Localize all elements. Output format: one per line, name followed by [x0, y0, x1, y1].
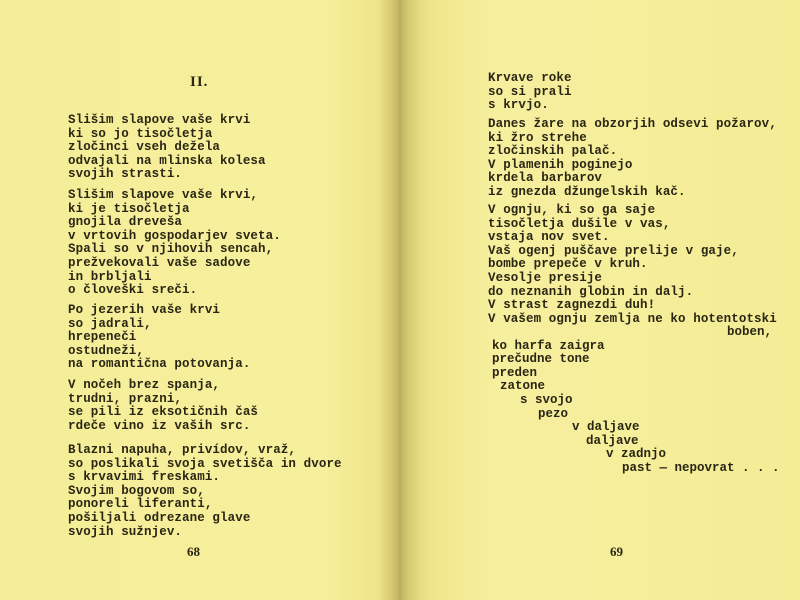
- poem-line: Slišim slapove vaše krvi: [68, 113, 251, 127]
- poem-section-heading: II.: [190, 74, 209, 90]
- cascading-verse: [488, 326, 800, 476]
- stanza: [68, 444, 342, 539]
- poem-line: boben,: [727, 325, 773, 339]
- right-page: [408, 0, 800, 600]
- stanza: [488, 118, 777, 200]
- poem-line: so si prali: [488, 84, 572, 99]
- poem-line: o človeški sreči.: [68, 283, 198, 298]
- poem-line: svojih sužnjev.: [68, 524, 183, 539]
- poem-line: do neznanih globin in dalj.: [488, 284, 694, 299]
- poem-line: past — nepovrat . . .: [622, 460, 780, 475]
- poem-line: hrepeneči: [68, 330, 137, 345]
- poem-line: ostudneži,: [68, 343, 145, 358]
- poem-line: daljave: [586, 433, 639, 448]
- poem-line: rdeče vino iz vaših src.: [68, 418, 251, 433]
- poem-line: s krvjo.: [488, 98, 549, 113]
- poem-line: se pili iz eksotičnih čaš: [68, 405, 259, 420]
- poem-line: V ognju, ki so ga saje: [488, 203, 656, 217]
- poem-line: prežvekovali vaše sadove: [68, 255, 251, 270]
- poem-line: gnojila dreveša: [68, 215, 183, 230]
- poem-line: zločinci vseh dežela: [68, 140, 221, 155]
- poem-line: zločinskih palač.: [488, 144, 618, 159]
- poem-line: Vesolje presije: [488, 270, 603, 285]
- stanza: [488, 72, 572, 113]
- poem-line: V plamenih poginejo: [488, 157, 633, 172]
- poem-line: tisočletja dušile v vas,: [488, 216, 671, 231]
- poem-line: krdela barbarov: [488, 171, 603, 186]
- poem-line: vstaja nov svet.: [488, 230, 610, 245]
- poem-line: v vrtovih gospodarjev sveta.: [68, 228, 281, 243]
- poem-line: in brbljali: [68, 269, 152, 284]
- poem-line: ki žro strehe: [488, 130, 587, 145]
- page-number: 69: [610, 544, 623, 559]
- stanza: [68, 379, 258, 433]
- left-page: [0, 0, 392, 600]
- poem-line: so jadrali,: [68, 316, 152, 331]
- poem-line: ko harfa zaigra: [492, 338, 605, 353]
- poem-line: Danes žare na obzorjih odsevi požarov,: [488, 117, 777, 131]
- poem-line: Krvave roke: [488, 71, 572, 85]
- poem-line: trudni, prazni,: [68, 391, 183, 406]
- poem-line: v daljave: [572, 420, 640, 435]
- poem-line: Blazni napuha, privídov, vraž,: [68, 443, 297, 457]
- poem-line: ki je tisočletja: [68, 201, 190, 216]
- poem-line: Svojim bogovom so,: [68, 483, 205, 498]
- poem-line: preden: [492, 365, 538, 380]
- poem-line: ki so jo tisočletja: [68, 126, 213, 141]
- poem-line: s svojo: [520, 392, 573, 407]
- poem-line: v zadnjo: [606, 447, 667, 462]
- poem-line: iz gnezda džungelskih kač.: [488, 184, 686, 199]
- poem-line: prečudne tone: [492, 352, 590, 367]
- poem-line: pošiljali odrezane glave: [68, 510, 251, 525]
- stanza: [68, 189, 281, 298]
- poem-line: V vašem ognju zemlja ne ko hotentotski: [488, 311, 777, 326]
- poem-line: Vaš ogenj puščave prelije v gaje,: [488, 243, 739, 258]
- poem-line: V nočeh brez spanja,: [68, 378, 221, 392]
- poem-line: na romantična potovanja.: [68, 357, 251, 372]
- poem-line: bombe prepeče v kruh.: [488, 257, 648, 272]
- poem-line: Spali so v njihovih sencah,: [68, 242, 274, 257]
- stanza: [488, 204, 777, 326]
- poem-line: svojih strasti.: [68, 167, 183, 182]
- poem-line: so poslikali svoja svetišča in dvore: [68, 456, 342, 471]
- poem-line: zatone: [500, 379, 546, 394]
- poem-line: ponoreli liferanti,: [68, 497, 213, 512]
- poem-line: s krvavimi freskami.: [68, 470, 221, 485]
- poem-line: Po jezerih vaše krvi: [68, 303, 221, 317]
- poem-line: Slišim slapove vaše krvi,: [68, 188, 259, 202]
- poem-line: pezo: [538, 406, 569, 421]
- poem-line: V strast zagnezdi duh!: [488, 298, 656, 313]
- stanza: [68, 114, 266, 182]
- poem-line: odvajali na mlinska kolesa: [68, 153, 266, 168]
- page-number: 68: [187, 544, 200, 559]
- stanza: [68, 304, 250, 372]
